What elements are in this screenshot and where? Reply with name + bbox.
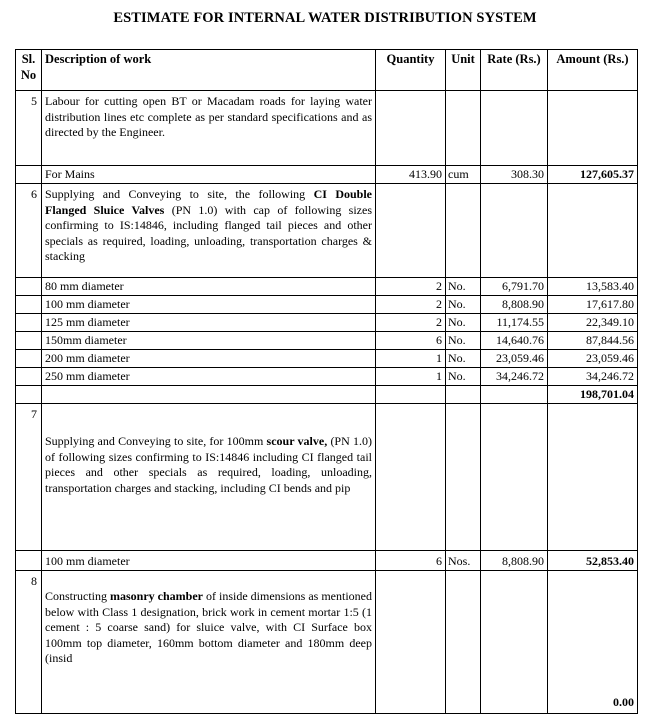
item-6-row-0-amount: 13,583.40 — [548, 278, 638, 296]
item-7-desc-part1: Supplying and Conveying to site, for 100mm — [45, 434, 267, 448]
item-6-row-3-amount: 87,844.56 — [548, 332, 638, 350]
item-8-amount: 0.00 — [548, 571, 638, 714]
item-7-row-quantity: 6 — [376, 551, 446, 571]
header-quantity: Quantity — [376, 50, 446, 91]
table-row — [16, 350, 638, 368]
item-8-desc-bold: masonry chamber — [110, 589, 204, 603]
item-6-sl: 6 — [16, 184, 42, 278]
item-6-row-2-quantity: 2 — [376, 314, 446, 332]
header-description: Description of work — [42, 50, 376, 91]
item-6-desc-part2: (PN 1.0) with cap of following sizes confirming to IS:14846, including flanged tail pieces and other specials as required, loading, unloading, transportation charges & stacking — [45, 202, 372, 263]
item-6-total: 198,701.04 — [548, 386, 638, 404]
item-5-description: Labour for cutting open BT or Macadam roads for laying water distribution lines etc complete as per standard specifications and as directed by the Engineer. — [42, 91, 376, 166]
item-5-row-quantity: 413.90 — [376, 166, 446, 184]
item-6-desc-bold: CI Double Flanged Sluice Valves — [45, 187, 373, 217]
item-5-row-unit: cum — [446, 166, 481, 184]
item-6-row-0-description: 80 mm diameter — [42, 278, 376, 296]
table-row — [16, 314, 638, 332]
item-6-total-row — [16, 386, 638, 404]
item-8-desc-part1: Constructing — [45, 589, 111, 603]
item-5-sl: 5 — [16, 91, 42, 166]
item-5-row — [16, 91, 638, 166]
item-7-row-description: 100 mm diameter — [42, 551, 376, 571]
item-6-row-2-amount: 22,349.10 — [548, 314, 638, 332]
item-6-row-0-quantity: 2 — [376, 278, 446, 296]
item-6-row-2-unit: No. — [446, 314, 481, 332]
item-6-row-4-quantity: 1 — [376, 350, 446, 368]
item-7-row-rate: 8,808.90 — [481, 551, 548, 571]
item-7-description — [42, 404, 376, 551]
item-6-row-1-amount: 17,617.80 — [548, 296, 638, 314]
item-6-row-5-rate: 34,246.72 — [481, 368, 548, 386]
item-6-row-0-rate: 6,791.70 — [481, 278, 548, 296]
item-6-row-1-rate: 8,808.90 — [481, 296, 548, 314]
item-6-row-5-unit: No. — [446, 368, 481, 386]
item-6-row-4-amount: 23,059.46 — [548, 350, 638, 368]
item-6-row-4-description: 200 mm diameter — [42, 350, 376, 368]
item-8-sl: 8 — [16, 571, 42, 714]
item-6-description — [42, 184, 376, 278]
item-6-row-1-quantity: 2 — [376, 296, 446, 314]
item-6-row-3-description: 150mm diameter — [42, 332, 376, 350]
item-6-row-2-description: 125 mm diameter — [42, 314, 376, 332]
item-5-row-description: For Mains — [42, 166, 376, 184]
header-rate: Rate (Rs.) — [481, 50, 548, 91]
table-row — [16, 296, 638, 314]
item-7-desc-part2: (PN 1.0) of following sizes confirming to IS:14846 including CI flanged tail pieces and other specials as required, loading, unloading, transportation charges and stacking, including CI bends and pip — [45, 434, 372, 495]
item-6-row-5-quantity: 1 — [376, 368, 446, 386]
item-6-row-3-unit: No. — [446, 332, 481, 350]
item-6-row-5-description: 250 mm diameter — [42, 368, 376, 386]
item-7-sl: 7 — [16, 404, 42, 551]
item-6-row-4-rate: 23,059.46 — [481, 350, 548, 368]
item-8-row — [16, 571, 638, 714]
item-6-row-3-quantity: 6 — [376, 332, 446, 350]
table-row — [16, 278, 638, 296]
header-amount: Amount (Rs.) — [548, 50, 638, 91]
table-row — [16, 332, 638, 350]
item-7-desc-bold: scour valve, — [266, 434, 328, 448]
item-6-row-4-unit: No. — [446, 350, 481, 368]
item-7-row-unit: Nos. — [446, 551, 481, 571]
item-7-row — [16, 404, 638, 551]
item-6-row-0-unit: No. — [446, 278, 481, 296]
item-6-row — [16, 184, 638, 278]
header-sl-no: Sl. No — [16, 50, 42, 91]
item-6-row-3-rate: 14,640.76 — [481, 332, 548, 350]
estimate-table — [15, 49, 638, 714]
item-8-desc-part2: of inside dimensions as mentioned below with Class 1 designation, brick work in cement mortar 1:5 (1 cement : 5 coarse sand) for sluice valve, with CI Surface box 100mm top diameter, 160mm bottom diameter and 180mm deep (insid — [45, 589, 373, 665]
header-row — [16, 50, 638, 91]
item-6-desc-part1: Supplying and Conveying to site, the following — [45, 187, 314, 201]
item-6-row-1-description: 100 mm diameter — [42, 296, 376, 314]
item-8-description — [42, 571, 376, 714]
table-row — [16, 166, 638, 184]
item-7-row-amount: 52,853.40 — [548, 551, 638, 571]
table-row — [16, 368, 638, 386]
item-5-row-amount: 127,605.37 — [548, 166, 638, 184]
page-title: ESTIMATE FOR INTERNAL WATER DISTRIBUTION SYSTEM — [113, 10, 537, 26]
item-6-row-5-amount: 34,246.72 — [548, 368, 638, 386]
table-row — [16, 551, 638, 571]
item-6-row-1-unit: No. — [446, 296, 481, 314]
item-6-row-2-rate: 11,174.55 — [481, 314, 548, 332]
header-unit: Unit — [446, 50, 481, 91]
item-5-row-rate: 308.30 — [481, 166, 548, 184]
